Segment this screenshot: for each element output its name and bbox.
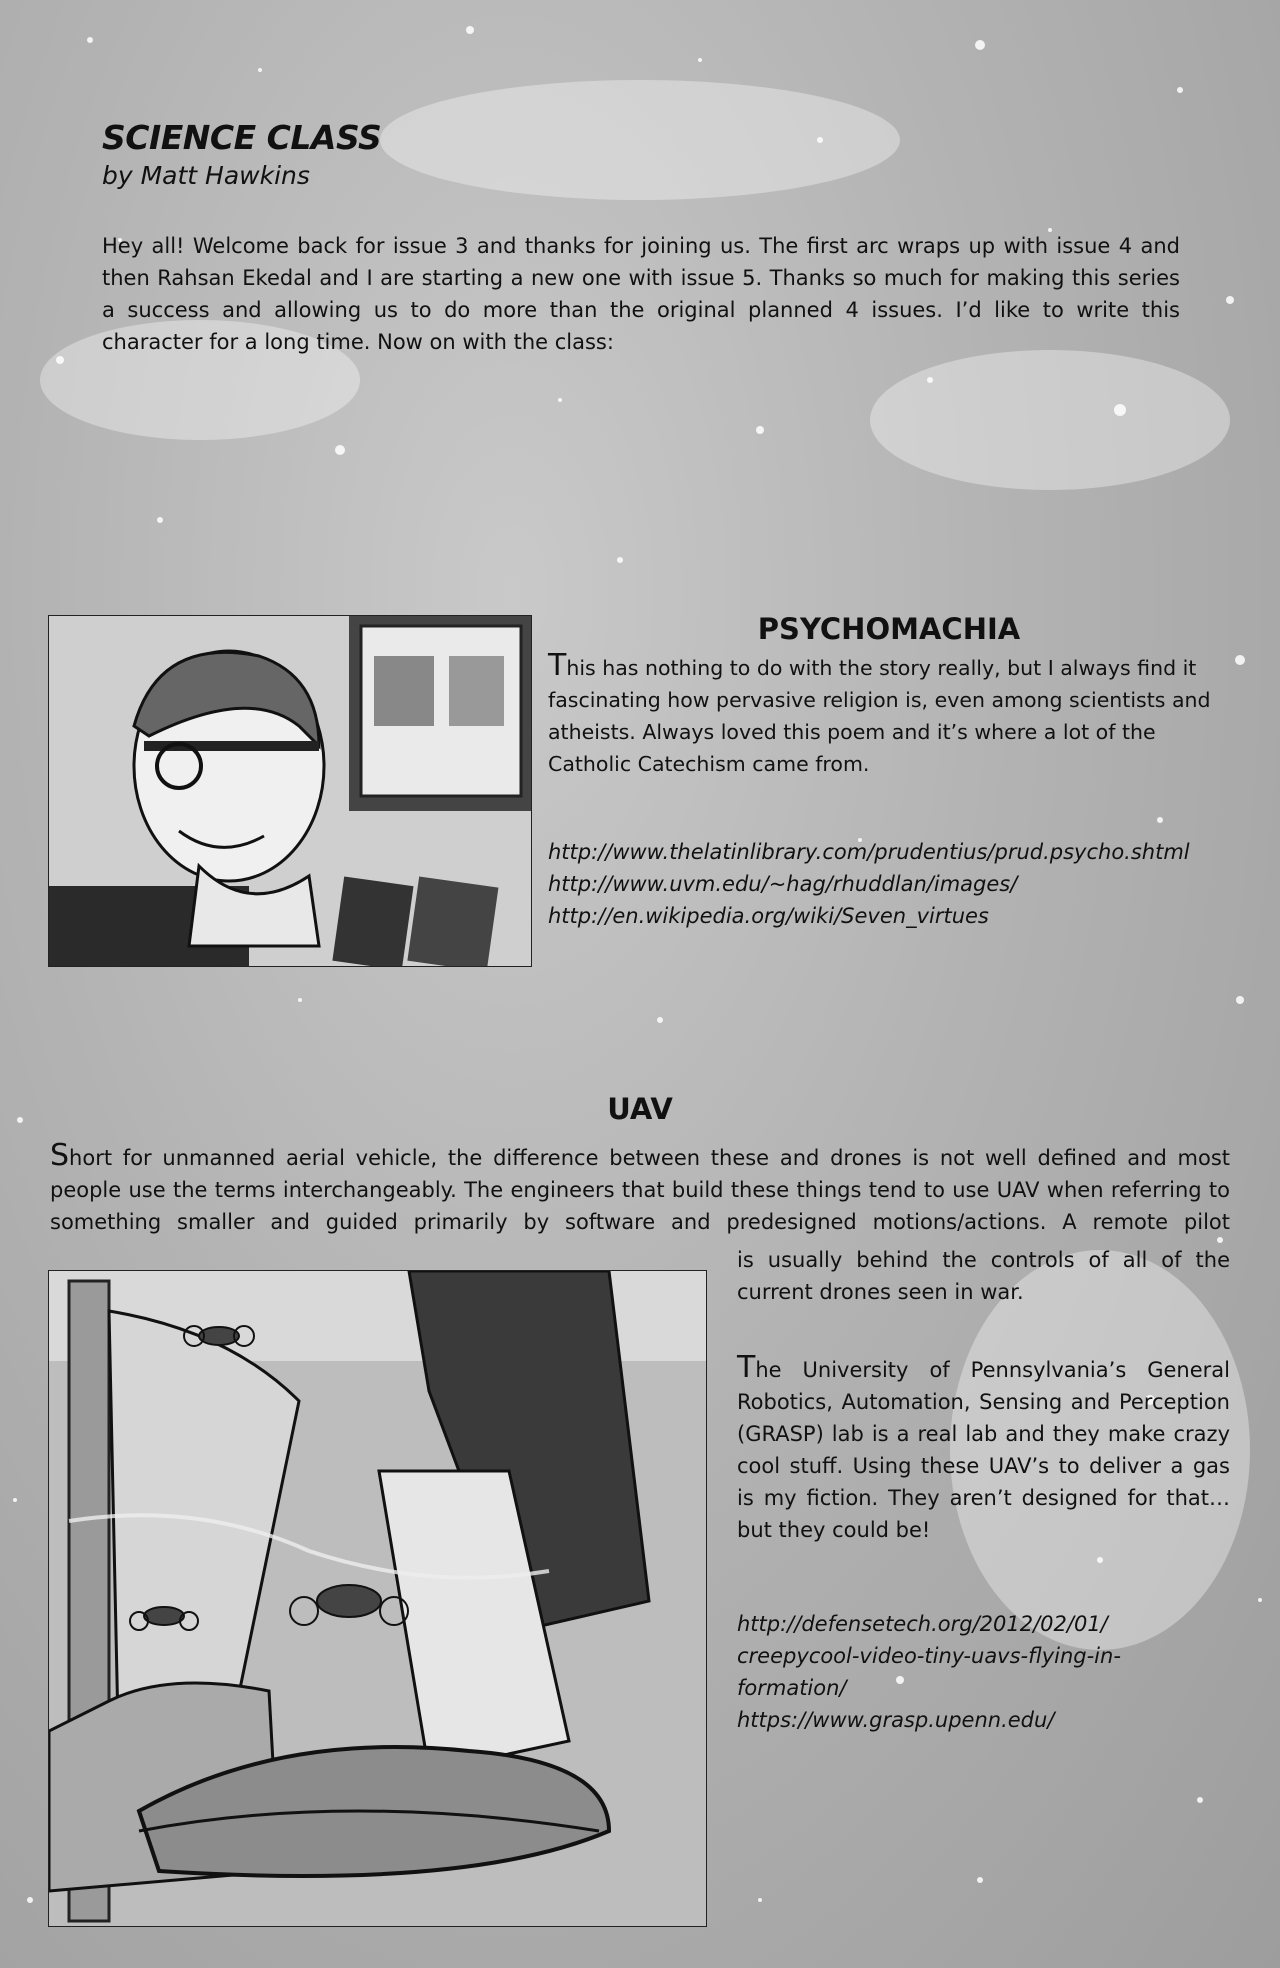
- uav-heading: UAV: [607, 1092, 673, 1126]
- psychomachia-section: [548, 612, 1230, 932]
- psychomachia-link[interactable]: http://en.wikipedia.org/wiki/Seven_virtues: [548, 904, 989, 928]
- uav-link[interactable]: http://defensetech.org/2012/02/01/: [737, 1612, 1108, 1636]
- psychomachia-link[interactable]: http://www.uvm.edu/~hag/rhuddlan/images/: [548, 872, 1018, 896]
- article-byline: by Matt Hawkins: [102, 161, 310, 190]
- article-header: [102, 118, 1182, 190]
- article-title: SCIENCE CLASS: [102, 118, 382, 157]
- uav-link[interactable]: formation/: [737, 1676, 847, 1700]
- uav-link[interactable]: https://www.grasp.upenn.edu/: [737, 1708, 1055, 1732]
- uav-body-continued: is usually behind the controls of all of the current drones seen in war.: [737, 1248, 1230, 1304]
- uav-body-top-text: hort for unmanned aerial vehicle, the difference between these and drones is not well defined and most people use the terms interchangeably. The engineers that build these things tend to use UAV when referring to something smaller and guided primarily by software and predesigned motions/actions. A remote pilot: [50, 1146, 1230, 1234]
- intro-paragraph: Hey all! Welcome back for issue 3 and thanks for joining us. The first arc wraps up with issue 4 and then Rahsan Ekedal and I are starting a new one with issue 5. Thanks so much for making this series a success and allowing us to do more than the original planned 4 issues. I’d like to write this character for a long time. Now on with the class:: [102, 234, 1180, 354]
- psychomachia-links: [548, 836, 1230, 932]
- psychomachia-body-text: his has nothing to do with the story really, but I always find it fascinating how pervasive religion is, even among scientists and atheists. Always loved this poem and it’s where a lot of the Catholic Catechism came from.: [548, 656, 1211, 776]
- psychomachia-link[interactable]: http://www.thelatinlibrary.com/prudentius/prud.psycho.shtml: [548, 840, 1190, 864]
- panel-man-with-glasses: [48, 615, 532, 967]
- uav-link[interactable]: creepycool-video-tiny-uavs-flying-in-: [737, 1644, 1121, 1668]
- uav-links: [737, 1608, 1230, 1736]
- uav-grasp-paragraph: [737, 1352, 1230, 1546]
- uav-body-top: [50, 1140, 1230, 1238]
- psychomachia-dropcap: T: [548, 648, 567, 683]
- psychomachia-body: [548, 650, 1230, 780]
- uav-grasp-text: he University of Pennsylvania’s General Robotics, Automation, Sensing and Perception (GRASP) lab is a real lab and they make crazy cool stuff. Using these UAV’s to deliver a gas is my fiction. They aren’t designed for that… but they could be!: [737, 1358, 1230, 1542]
- uav-dropcap-2: T: [737, 1350, 756, 1385]
- uav-dropcap: S: [50, 1138, 70, 1173]
- psychomachia-heading: PSYCHOMACHIA: [757, 612, 1021, 646]
- panel-drones-and-legs: [48, 1270, 707, 1927]
